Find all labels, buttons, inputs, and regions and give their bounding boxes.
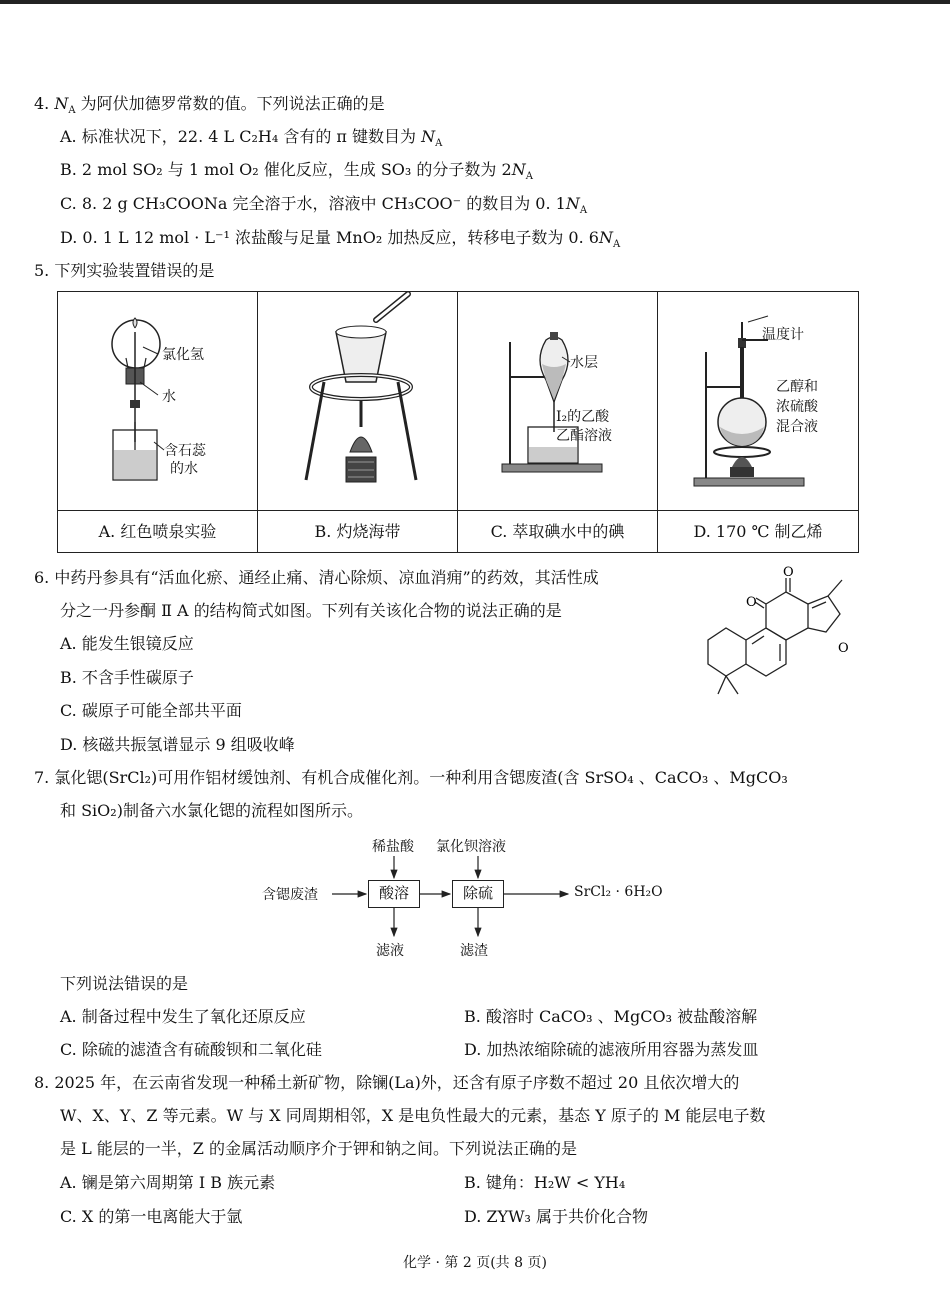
q8-stem-1: 8. 2025 年，在云南省发现一种稀土新矿物，除镧(La)外，还含有原子序数不超过 20 且依次增大的 bbox=[34, 1073, 740, 1092]
atom-o-2: O bbox=[783, 565, 794, 580]
q8-option-d: D. ZYW₃ 属于共价化合物 bbox=[464, 1207, 649, 1226]
q7-stem-2: 和 SiO₂)制备六水氯化锶的流程如图所示。 bbox=[60, 801, 363, 820]
label-litmus-1: 含石蕊 bbox=[164, 443, 206, 459]
flow-output-1: 滤液 bbox=[376, 943, 404, 959]
q6-option-c: C. 碳原子可能全部共平面 bbox=[60, 701, 242, 720]
caption-c: C. 萃取碘水中的碘 bbox=[458, 510, 658, 552]
q8-stem-2: W、X、Y、Z 等元素。W 与 X 同周期相邻，X 是电负性最大的元素，基态 Y 原子的 M 能层电子数 bbox=[60, 1106, 766, 1125]
q7-ask: 下列说法错误的是 bbox=[60, 974, 189, 993]
q7-stem-1: 7. 氯化锶(SrCl₂)可用作铝材缓蚀剂、有机合成催化剂。一种利用含锶废渣(含 SrSO₄ 、CaCO₃ 、MgCO₃ bbox=[34, 768, 788, 787]
flow-box-acid: 酸溶 bbox=[368, 880, 420, 908]
label-water-layer: 水层 bbox=[570, 355, 598, 371]
caption-d: D. 170 ℃ 制乙烯 bbox=[658, 510, 858, 552]
q8-stem-3: 是 L 能层的一半，Z 的金属活动顺序介于钾和钠之间。下列说法正确的是 bbox=[60, 1139, 578, 1158]
page-footer: 化学 · 第 2 页(共 8 页) bbox=[403, 1255, 547, 1271]
q6-option-b: B. 不含手性碳原子 bbox=[60, 668, 194, 687]
q8-option-b: B. 键角：H₂W < YH₄ bbox=[464, 1173, 626, 1192]
caption-b: B. 灼烧海带 bbox=[258, 510, 458, 552]
flow-input-2: 氯化钡溶液 bbox=[436, 839, 506, 855]
label-thermometer: 温度计 bbox=[762, 327, 804, 343]
q6-stem-1: 6. 中药丹参具有“活血化瘀、通经止痛、清心除烦、凉血消痈”的药效，其活性成 bbox=[34, 568, 599, 587]
q4-option-c: C. 8. 2 g CH₃COONa 完全溶于水，溶液中 CH₃COO⁻ 的数目为 0. $1N_A$ bbox=[60, 194, 588, 217]
q4-option-d: D. 0. 1 L 12 mol · L⁻¹ 浓盐酸与足量 MnO₂ 加热反应，转移电子数为 0. $6N_A$ bbox=[60, 228, 621, 251]
flow-start: 含锶废渣 bbox=[262, 887, 318, 903]
label-mix-3: 混合液 bbox=[776, 419, 818, 435]
q7-option-b: B. 酸溶时 CaCO₃ 、MgCO₃ 被盐酸溶解 bbox=[464, 1007, 758, 1026]
atom-o-1: O bbox=[746, 595, 757, 610]
label-water: 水 bbox=[162, 389, 176, 405]
q8-option-c: C. X 的第一电离能大于氩 bbox=[60, 1207, 243, 1226]
flow-box-sulfur: 除硫 bbox=[452, 880, 504, 908]
q7-option-c: C. 除硫的滤渣含有硫酸钡和二氧化硅 bbox=[60, 1040, 322, 1059]
label-i2-1: I₂的乙酸 bbox=[556, 409, 610, 425]
label-i2-2: 乙酯溶液 bbox=[556, 428, 612, 444]
flow-product: SrCl₂ · 6H₂O bbox=[574, 884, 663, 900]
caption-a: A. 红色喷泉实验 bbox=[58, 510, 258, 552]
label-mix-1: 乙醇和 bbox=[776, 379, 818, 395]
q6-stem-2: 分之一丹参酮 Ⅱ A 的结构简式如图。下列有关该化合物的说法正确的是 bbox=[60, 601, 562, 620]
label-hcl: 氯化氢 bbox=[162, 347, 204, 363]
q6-option-a: A. 能发生银镜反应 bbox=[60, 634, 194, 653]
flow-output-2: 滤渣 bbox=[460, 943, 488, 959]
label-litmus-2: 的水 bbox=[170, 461, 198, 477]
flow-input-1: 稀盐酸 bbox=[372, 839, 414, 855]
q5-stem: 5. 下列实验装置错误的是 bbox=[34, 261, 215, 280]
q7-option-a: A. 制备过程中发生了氧化还原反应 bbox=[60, 1007, 306, 1026]
q4-stem: 4. $N_A$ 为阿伏加德罗常数的值。下列说法正确的是 bbox=[34, 94, 385, 117]
q6-option-d: D. 核磁共振氢谱显示 9 组吸收峰 bbox=[60, 735, 295, 754]
q4-option-a: A. 标准状况下，22. 4 L C₂H₄ 含有的 π 键数目为 $N_A$ bbox=[60, 127, 443, 150]
q4-option-b: B. 2 mol SO₂ 与 1 mol O₂ 催化反应，生成 SO₃ 的分子数为 $2N_A$ bbox=[60, 160, 533, 183]
q7-option-d: D. 加热浓缩除硫的滤液所用容器为蒸发皿 bbox=[464, 1040, 759, 1059]
q8-option-a: A. 镧是第六周期第 Ⅰ B 族元素 bbox=[60, 1173, 276, 1192]
atom-o-3: O bbox=[838, 641, 849, 656]
label-mix-2: 浓硫酸 bbox=[776, 399, 818, 415]
